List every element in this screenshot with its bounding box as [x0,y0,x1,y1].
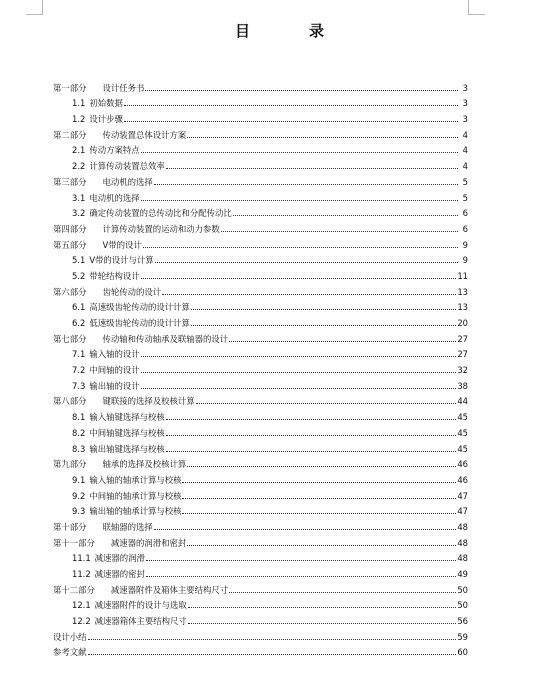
toc-entry-page-number: 4 [462,145,468,156]
toc-entry[interactable] [53,501,468,517]
toc-entry-number: 5.2 [72,270,86,281]
toc-entry-number: 12.2 [72,616,91,627]
toc-entry-number: 1.2 [72,114,86,125]
toc-entry[interactable] [53,77,468,93]
toc-entry-text: 减速器的密封 [94,569,145,579]
dot-leader [233,214,458,216]
dot-leader [143,246,458,248]
dot-leader [187,544,456,546]
dot-leader [196,402,457,404]
toc-entry-label [53,334,228,344]
toc-entry-page-number: 4 [462,129,468,140]
toc-entry-number: 5.1 [72,255,86,266]
toc-entry-label [72,302,190,312]
toc-entry-label [53,585,228,595]
toc-entry[interactable] [53,297,468,313]
toc-entry[interactable] [53,250,468,266]
toc-entry-text: 设计步骤 [89,114,123,125]
toc-entry-label [53,632,87,642]
dot-leader [154,528,457,530]
toc-entry-page-number: 47 [457,490,468,501]
dot-leader [166,434,457,436]
toc-entry-text: 减速器附件的设计与选取 [94,600,187,611]
toc-entry-page-number: 5 [462,192,468,203]
dot-leader [146,559,456,561]
toc-entry-number: 7.2 [72,365,86,376]
toc-entry[interactable] [53,563,468,579]
toc-entry-number: 2.2 [72,161,86,172]
toc-entry-page-number: 45 [457,427,468,438]
toc-entry-number: 7.1 [72,349,86,360]
dot-leader [124,104,458,106]
toc-entry[interactable] [53,516,468,532]
toc-entry-text: 减速器附件及箱体主要结构尺寸 [110,584,229,595]
toc-entry-label [72,365,140,375]
toc-entry[interactable] [53,579,468,595]
toc-entry-number: 第八部分 [53,396,87,407]
toc-entry-page-number: 3 [462,82,468,93]
toc-entry-text: 输出轴的轴承计算与校核 [89,506,182,517]
toc-entry-page-number: 32 [457,365,468,376]
toc-entry-page-number: 9 [462,255,468,266]
toc-entry-number: 6.1 [72,302,86,313]
dot-leader [221,230,458,232]
dot-leader [155,261,458,263]
toc-entry[interactable] [53,454,468,470]
toc-entry-page-number: 3 [462,98,468,109]
toc-entry-label [72,412,165,422]
toc-entry[interactable] [53,375,468,391]
toc-entry-number: 第九部分 [53,459,87,470]
dot-leader [141,355,457,357]
toc-entry[interactable] [53,124,468,140]
toc-entry-label [72,506,181,516]
toc-entry-text: 输入轴的轴承计算与校核 [89,474,182,485]
toc-entry[interactable] [53,469,468,485]
dot-leader [146,575,456,577]
toc-entry[interactable] [53,203,468,219]
toc-entry[interactable] [53,234,468,250]
toc-entry-page-number: 50 [457,584,468,595]
toc-entry-text: 联轴器的选择 [102,521,153,532]
toc-entry[interactable] [53,93,468,109]
toc-entry-text: 确定传动装置的总传动比和分配传动比 [89,208,232,219]
toc-entry-page-number: 27 [457,333,468,344]
dot-leader [182,512,456,514]
dot-leader [141,151,458,153]
toc-entry[interactable] [53,171,468,187]
toc-entry[interactable] [53,187,468,203]
toc-entry-number: 第五部分 [53,239,87,250]
toc-entry-text: V带的设计 [102,239,142,250]
toc-entry-number: 第十二部分 [53,584,95,595]
toc-entry-label [72,271,140,281]
toc-entry-text: 减速器的润滑和密封 [110,537,187,548]
table-of-contents [53,77,468,657]
toc-entry[interactable] [53,108,468,124]
toc-entry-page-number: 11 [457,270,468,281]
toc-entry[interactable] [53,595,468,611]
toc-entry-label [72,114,123,124]
page-corner-mark-right [468,0,485,15]
toc-entry[interactable] [53,155,468,171]
dot-leader [187,136,458,138]
toc-entry-label [72,161,165,171]
dot-leader [88,653,457,655]
toc-entry-number: 12.1 [72,600,91,611]
toc-entry-page-number: 9 [462,239,468,250]
toc-entry-number: 11.2 [72,569,91,579]
toc-entry-text: 设计小结 [53,631,87,642]
toc-entry-label [53,177,153,187]
toc-entry-number: 3.1 [72,192,86,203]
dot-leader [188,622,457,624]
toc-entry-label [72,318,190,328]
toc-entry-page-number: 6 [462,223,468,234]
toc-entry-number: 2.1 [72,145,86,156]
toc-entry-label [53,240,142,250]
toc-entry-label [72,255,154,265]
toc-entry-text: 传动方案特点 [89,145,140,156]
toc-entry-number: 8.3 [72,443,86,454]
toc-entry-label [72,491,181,501]
toc-entry[interactable] [53,485,468,501]
toc-entry[interactable] [53,359,468,375]
toc-entry-text: 输入轴的设计 [89,349,140,360]
toc-entry[interactable] [53,140,468,156]
toc-entry-number: 第六部分 [53,286,87,297]
toc-entry-label [72,569,145,579]
toc-entry-label [72,381,140,391]
toc-entry-label [72,444,165,454]
dot-leader [229,591,456,593]
toc-entry-number: 9.2 [72,490,86,501]
toc-entry-number: 9.3 [72,506,86,517]
dot-leader [182,497,456,499]
toc-entry-label [53,647,87,657]
toc-entry-page-number: 59 [457,631,468,642]
toc-entry-label [72,193,140,203]
toc-entry-page-number: 6 [462,208,468,219]
toc-entry-page-number: 47 [457,506,468,517]
toc-entry-page-number: 49 [457,569,468,579]
toc-entry-number: 8.2 [72,427,86,438]
toc-entry-page-number: 46 [457,474,468,485]
toc-entry-text: 键联接的选择及校核计算 [102,396,195,407]
dot-leader [191,324,457,326]
toc-entry-label [72,208,232,218]
toc-entry-label [53,459,186,469]
toc-entry[interactable] [53,391,468,407]
toc-entry-text: 低速级齿轮传动的设计计算 [89,318,190,328]
toc-entry-text: 带轮结构设计 [89,270,140,281]
dot-leader [141,277,457,279]
toc-entry-number: 第一部分 [53,82,87,93]
toc-entry-number: 第七部分 [53,333,87,344]
toc-entry-number: 11.1 [72,553,91,564]
toc-entry[interactable] [53,438,468,454]
toc-entry-label [72,428,165,438]
toc-entry[interactable] [53,406,468,422]
toc-entry-label [72,145,140,155]
toc-entry-label [72,553,145,563]
toc-entry-page-number: 5 [462,176,468,187]
page-corner-mark-left [26,0,43,15]
toc-entry-text: 传动装置总体设计方案 [102,129,187,140]
dot-leader [154,183,458,185]
toc-entry-label [53,522,153,532]
toc-entry[interactable] [53,281,468,297]
dot-leader [166,450,457,452]
toc-entry-text: 电动机的选择 [89,192,140,203]
toc-entry[interactable] [53,532,468,548]
toc-entry-number: 第二部分 [53,129,87,140]
toc-entry-label [53,224,220,234]
toc-entry-label [72,475,181,485]
toc-entry[interactable] [53,328,468,344]
toc-entry-label [53,396,195,406]
toc-entry-text: 齿轮传动的设计 [102,286,162,297]
dot-leader [191,308,457,310]
toc-entry[interactable] [53,218,468,234]
toc-entry-text: 参考文献 [53,647,87,658]
toc-entry-label [53,83,144,93]
dot-leader [141,199,458,201]
toc-entry-page-number: 27 [457,349,468,360]
toc-entry[interactable] [53,344,468,360]
toc-entry-number: 7.3 [72,380,86,391]
toc-entry-text: 传动轴和传动轴承及联轴器的设计 [102,333,229,344]
toc-entry-number: 第十一部分 [53,537,95,548]
toc-entry-number: 8.1 [72,412,86,423]
toc-entry-page-number: 4 [462,161,468,172]
toc-entry-number: 1.1 [72,98,86,109]
toc-entry-page-number: 48 [457,521,468,532]
dot-leader [187,465,456,467]
toc-entry[interactable] [53,610,468,626]
toc-entry-label [72,600,187,610]
toc-entry-page-number: 45 [457,443,468,454]
toc-entry-text: 计算传动装置总效率 [89,161,165,172]
toc-entry-page-number: 45 [457,412,468,423]
toc-entry-page-number: 38 [457,380,468,391]
dot-leader [182,481,456,483]
toc-entry-page-number: 46 [457,459,468,470]
dot-leader [124,120,458,122]
toc-entry-label [53,538,186,548]
toc-entry-page-number: 50 [457,600,468,611]
toc-entry-number: 第十部分 [53,521,87,532]
toc-entry-label [72,349,140,359]
dot-leader [145,89,458,91]
dot-leader [188,606,457,608]
toc-entry-text: 中间轴键选择与校核 [89,427,165,438]
toc-entry-number: 9.1 [72,474,86,485]
toc-entry-text: 减速器箱体主要结构尺寸 [94,616,187,627]
toc-entry-page-number: 3 [462,114,468,125]
toc-entry[interactable] [53,312,468,328]
toc-entry-text: V带的设计与计算 [89,255,154,266]
toc-entry-text: 中间轴的设计 [89,365,140,376]
toc-entry-text: 减速器的润滑 [94,553,145,564]
toc-entry[interactable] [53,626,468,642]
toc-entry-page-number: 48 [457,553,468,564]
toc-entry-label [72,98,123,108]
toc-entry-text: 设计任务书 [102,82,145,93]
toc-entry-number: 6.2 [72,318,86,328]
dot-leader [229,340,456,342]
toc-entry-label [53,130,186,140]
toc-entry-text: 高速级齿轮传动的设计计算 [89,302,190,313]
toc-entry-text: 输出轴的设计 [89,380,140,391]
dot-leader [88,638,457,640]
toc-entry-page-number: 48 [457,537,468,548]
dot-leader [162,293,456,295]
toc-entry-text: 轴承的选择及校核计算 [102,459,187,470]
toc-entry-page-number: 60 [457,647,468,658]
toc-entry-number: 第四部分 [53,223,87,234]
toc-entry-page-number: 20 [457,318,468,328]
toc-entry-number: 第三部分 [53,176,87,187]
toc-entry-page-number: 44 [457,396,468,407]
toc-entry-text: 输出轴键选择与校核 [89,443,165,454]
toc-entry-label [72,616,187,626]
toc-entry-label [53,287,161,297]
dot-leader [166,418,457,420]
page-title: 目 录 [234,22,346,40]
toc-entry-page-number: 13 [457,286,468,297]
toc-entry-number: 3.2 [72,208,86,219]
toc-entry-text: 初始数据 [89,98,123,109]
toc-entry[interactable] [53,548,468,564]
dot-leader [141,387,457,389]
toc-entry[interactable] [53,265,468,281]
toc-entry-text: 中间轴的轴承计算与校核 [89,490,182,501]
dot-leader [141,371,457,373]
dot-leader [166,167,458,169]
toc-entry-page-number: 56 [457,616,468,627]
toc-entry[interactable] [53,642,468,658]
toc-entry-text: 计算传动装置的运动和动力参数 [102,223,220,234]
toc-entry-page-number: 13 [457,302,468,313]
toc-entry[interactable] [53,422,468,438]
toc-entry-text: 输入轴键选择与校核 [89,412,165,423]
toc-entry-text: 电动机的选择 [102,176,153,187]
